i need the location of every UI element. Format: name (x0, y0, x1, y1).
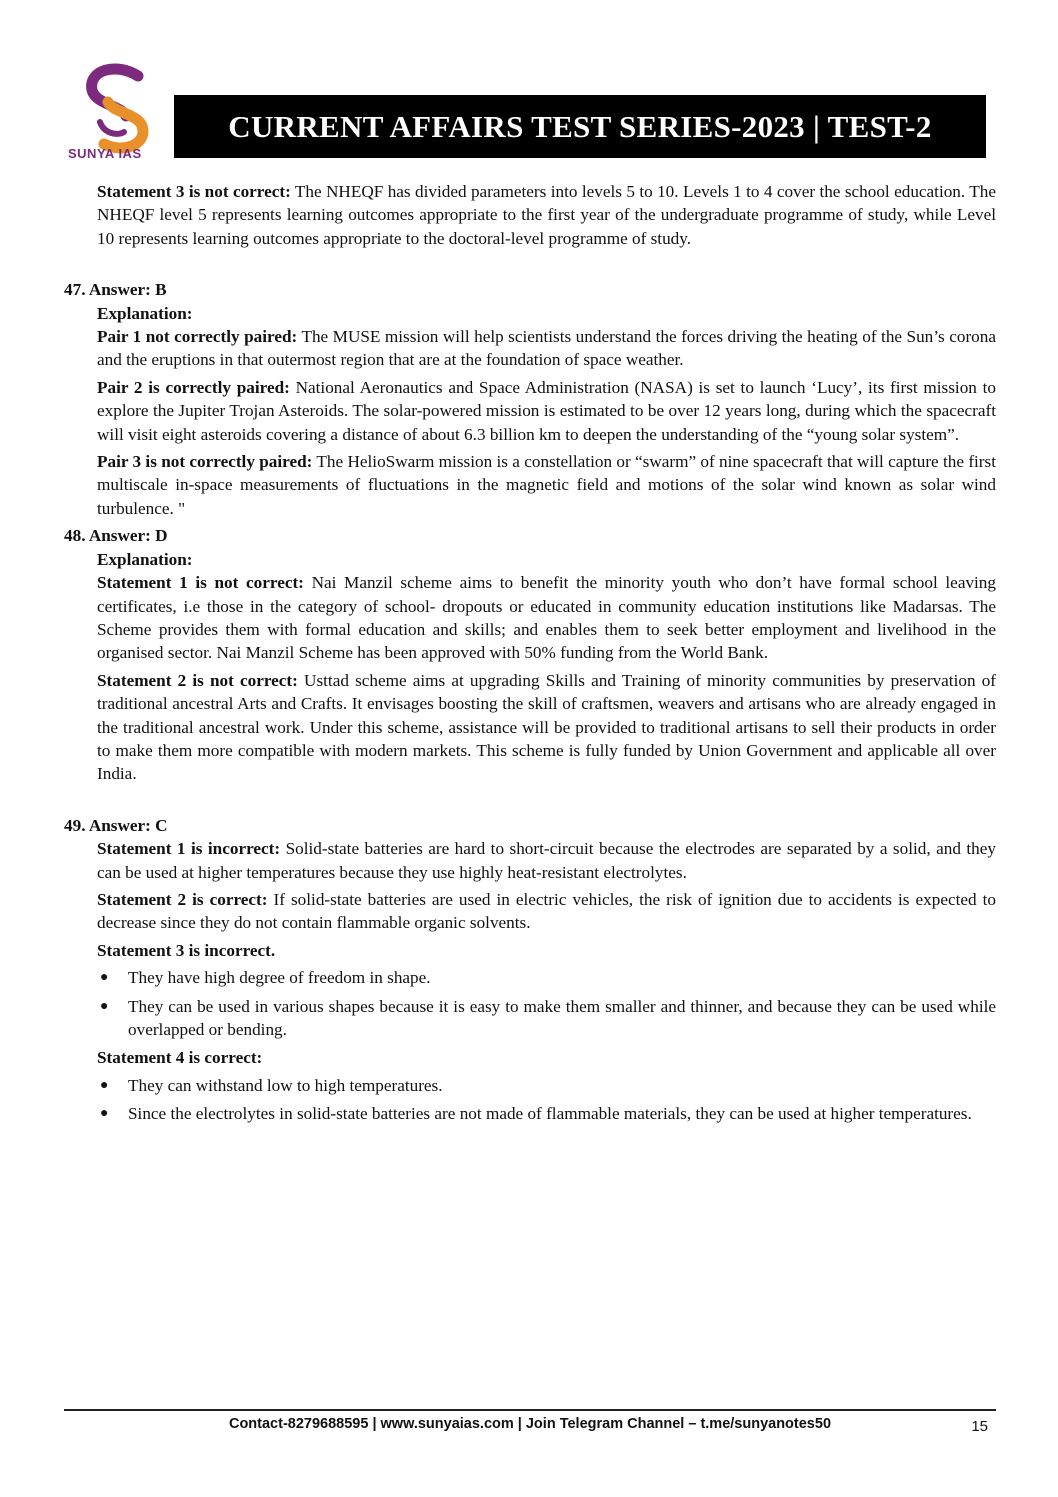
q47-pair1 (97, 325, 996, 372)
q49-statement2-text: If solid-state batteries are used in electric vehicles, the risk of ignition due to accidents is expected to decrease since they do not contain flammable organic solvents. (97, 889, 996, 933)
intro-text: The NHEQF has divided parameters into levels 5 to 10. Levels 1 to 4 cover the school education. The NHEQF level 5 represents learning outcomes appropriate to the first year of the undergraduate programme of study, while Level 10 represents learning outcomes appropriate to the doctoral-level programme of study. (97, 182, 996, 248)
footer-contact: Contact-8279688595 | www.sunyaias.com | Join Telegram Channel – t.me/sunyanotes50 (228, 1416, 832, 1432)
q49-statement4-list (97, 1074, 996, 1126)
bullet-icon: ● (100, 1077, 109, 1093)
q48-statement2-text: Usttad scheme aims at upgrading Skills and Training of minority communities by preservation of traditional ancestral Arts and Crafts. It envisages boosting the skill of craftsmen, weavers and artisans who are already engaged in the traditional ancestral work. Under this scheme, assistance will be provided to traditional artisans to sell their products in order to make them more compatible with modern markets. This scheme is fully funded by Union Government and applicable all over India. (97, 670, 997, 784)
intro-lead: Statement 3 is not correct: (97, 182, 291, 201)
q48-statement1-text: Nai Manzil scheme aims to benefit the minority youth who don’t have formal school leaving certificates, i.e those in the category of school- dropouts or educated in community education institutions like Madarsas. The Scheme provides them with formal education and skills; and enables them to seek better employment and livelihood in the organised sector. Nai Manzil Scheme has been approved with 50% funding from the World Bank. (97, 573, 996, 663)
q48-statement1-lead: Statement 1 is not correct: (97, 573, 304, 593)
list-item (97, 966, 996, 989)
list-item (97, 995, 996, 1042)
q47-pair1-text: The MUSE mission will help scientists understand the forces driving the heating of the Sun’s corona and the eruptions in that outermost region that are at the foundation of space weather. (97, 327, 996, 370)
q49-statement3-list (97, 966, 996, 1041)
q47-pair2-lead: Pair 2 is correctly paired: (97, 377, 290, 397)
q47-pair2 (97, 376, 996, 446)
q48-heading: 48. Answer: D (64, 526, 168, 546)
bullet-icon: ● (100, 1106, 109, 1122)
q49-statement4-heading: Statement 4 is correct: (97, 1048, 263, 1068)
q47-pair3 (97, 450, 996, 520)
q48-statement2 (97, 669, 996, 786)
list-item-text: They have high degree of freedom in shape. (128, 968, 431, 988)
logo-text: SUNYA IAS (68, 146, 142, 161)
list-item (97, 1102, 996, 1125)
list-item-text: Since the electrolytes in solid-state batteries are not made of flammable materials, they can be used at higher temperatures. (128, 1104, 972, 1124)
bullet-icon: ● (100, 970, 109, 986)
q47-pair1-lead: Pair 1 not correctly paired: (97, 327, 298, 347)
list-item-text: They can withstand low to high temperatures. (128, 1075, 443, 1095)
page-title-banner: CURRENT AFFAIRS TEST SERIES-2023 | TEST-2 (174, 95, 986, 158)
q49-statement1-lead: Statement 1 is incorrect: (97, 839, 281, 859)
q47-explanation-label: Explanation: (97, 303, 193, 323)
q49-statement2-lead: Statement 2 is correct: (97, 889, 268, 909)
q49-statement2 (97, 888, 996, 935)
list-item-text: They can be used in various shapes because it is easy to make them smaller and thinner, and because they can be used while overlapped or bending. (128, 996, 996, 1039)
q49-statement1-text: Solid-state batteries are hard to short-circuit because the electrodes are separated by a solid, and they can be used at higher temperatures because they use highly heat-resistant electrolytes. (97, 839, 996, 882)
q48-statement1 (97, 571, 996, 665)
intro-paragraph (97, 180, 996, 250)
q49-statement1 (97, 837, 996, 884)
q47-pair3-text: The HelioSwarm mission is a constellation or “swarm” of nine spacecraft that will capture the first multiscale in-space measurements of fluctuations in the magnetic field and motions of the solar wind known as solar wind turbulence. " (97, 452, 996, 518)
page-number: 15 (971, 1418, 988, 1435)
q48-explanation-label: Explanation: (97, 549, 193, 569)
bullet-icon: ● (100, 998, 109, 1014)
list-item (97, 1074, 996, 1097)
q47-pair3-lead: Pair 3 is not correctly paired: (97, 452, 313, 472)
q47-pair2-text: National Aeronautics and Space Administration (NASA) is set to launch ‘Lucy’, its first mission to explore the Jupiter Trojan Asteroids. The solar-powered mission is estimated to be over 12 years long, during which the spacecraft will visit eight asteroids covering a distance of about 6.3 billion km to deepen the understanding of the “young solar system”. (97, 377, 997, 444)
q48-statement2-lead: Statement 2 is not correct: (97, 670, 298, 690)
q49-heading: 49. Answer: C (64, 815, 168, 835)
q49-statement3-heading: Statement 3 is incorrect. (97, 940, 276, 960)
footer-divider (64, 1409, 996, 1411)
answer-content (64, 180, 996, 1131)
q47-heading: 47. Answer: B (64, 280, 167, 300)
